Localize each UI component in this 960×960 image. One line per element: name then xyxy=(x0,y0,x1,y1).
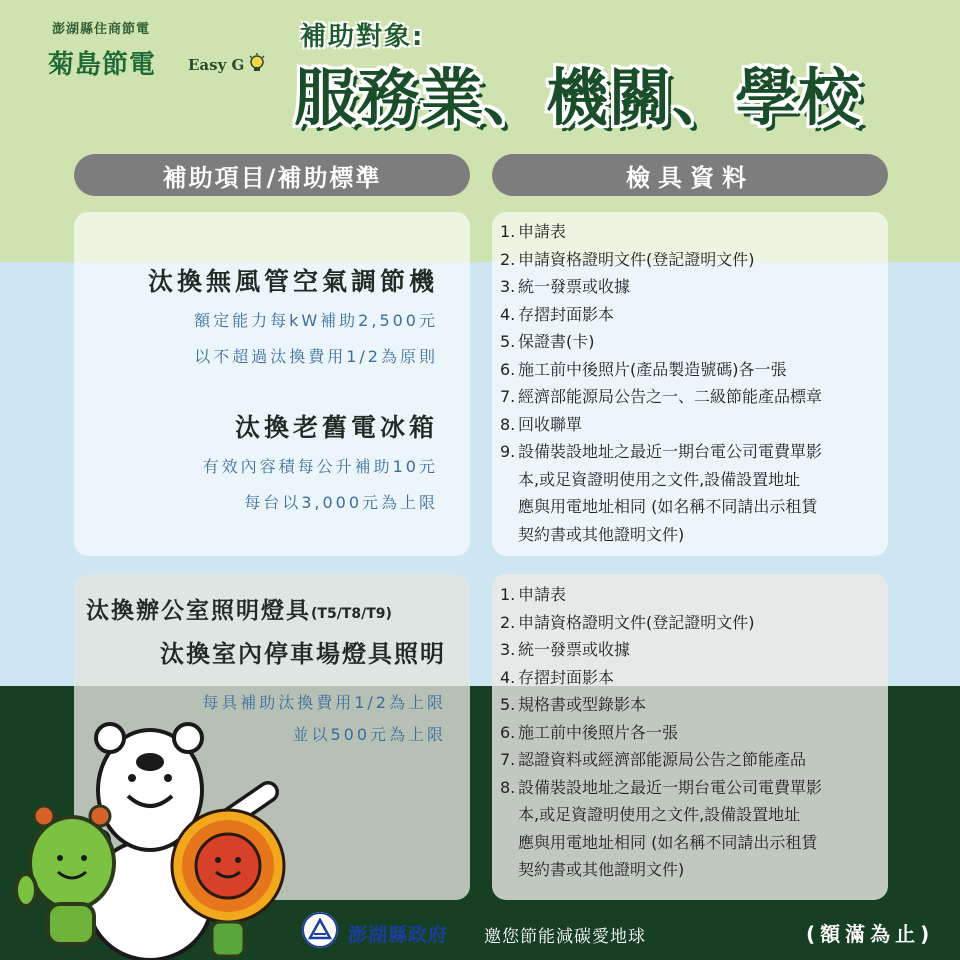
item-office-lighting-title: 汰換辦公室照明燈具(T5/T8/T9) xyxy=(86,598,392,624)
list-item-continuation: 本,或足資證明使用之文件,設備設置地址 xyxy=(518,805,801,824)
list-item: 6. 施工前中後照片各一張 xyxy=(500,722,679,742)
documents-list-2 xyxy=(500,581,822,884)
column-header-documents: 檢具資料 xyxy=(492,154,888,196)
list-item: 7. 認證資料或經濟部能源局公告之節能產品 xyxy=(500,750,807,769)
list-item: 3. 統一發票或收據 xyxy=(500,640,631,659)
target-label: 補助對象: xyxy=(300,22,425,52)
brand-logo: 菊島節電 xyxy=(48,50,157,80)
list-item-continuation: 契約書或其他證明文件) xyxy=(518,524,685,544)
list-item-continuation: 契約書或其他證明文件) xyxy=(518,860,685,879)
item-fridge-limit: 每台以3,000元為上限 xyxy=(244,493,438,512)
brand-subtitle: 澎湖縣住商節電 xyxy=(52,22,151,37)
list-item: 7. 經濟部能源局公告之一、二級節能產品標章 xyxy=(500,387,823,406)
list-item: 5. 保證書(卡) xyxy=(500,332,595,351)
item-fridge-title: 汰換老舊電冰箱 xyxy=(234,413,438,442)
documents-list-1 xyxy=(500,218,822,548)
footer-slogan: 邀您節能減碳愛地球 xyxy=(484,927,646,947)
gov-emblem-icon xyxy=(302,912,338,948)
quota-note: (額滿為止) xyxy=(806,922,935,946)
list-item: 6. 施工前中後照片(產品製造號碼)各一張 xyxy=(500,359,787,379)
list-item: 2. 申請資格證明文件(登記證明文件) xyxy=(500,612,755,632)
item-ac-title: 汰換無風管空氣調節機 xyxy=(147,267,438,296)
list-item: 4. 存摺封面影本 xyxy=(500,304,615,324)
list-item: 2. 申請資格證明文件(登記證明文件) xyxy=(500,249,755,269)
item-ac-rate: 額定能力每kW補助2,500元 xyxy=(194,311,438,330)
mascot-illustration xyxy=(0,700,300,960)
item-fridge-rate: 有效內容積每公升補助10元 xyxy=(202,457,438,476)
item-parking-lighting-title: 汰換室內停車場燈具照明 xyxy=(160,640,446,668)
item-lighting-limit: 並以500元為上限 xyxy=(292,725,446,744)
item-ac-limit: 以不超過汰換費用1/2為原則 xyxy=(194,347,438,366)
target-heading: 服務業、機關、學校 xyxy=(294,61,862,134)
gov-name: 澎湖縣政府 xyxy=(348,924,449,946)
list-item-continuation: 本,或足資證明使用之文件,設備設置地址 xyxy=(518,469,801,489)
column-header-subsidy: 補助項目/補助標準 xyxy=(74,154,470,196)
list-item: 8. 回收聯單 xyxy=(500,414,583,434)
list-item: 3. 統一發票或收據 xyxy=(500,277,631,296)
list-item-continuation: 應與用電地址相同 (如名稱不同請出示租賃 xyxy=(518,497,818,516)
list-item-continuation: 應與用電地址相同 (如名稱不同請出示租賃 xyxy=(518,832,818,852)
list-item: 8. 設備裝設地址之最近一期台電公司電費單影 xyxy=(500,777,823,797)
bulb-icon xyxy=(247,53,267,73)
list-item: 1. 申請表 xyxy=(500,585,567,604)
list-item: 9. 設備裝設地址之最近一期台電公司電費單影 xyxy=(500,442,823,461)
list-item: 5. 規格書或型錄影本 xyxy=(500,695,647,714)
item-lighting-rate: 每具補助汰換費用1/2為上限 xyxy=(202,693,446,712)
list-item: 1. 申請表 xyxy=(500,222,567,241)
brand-easy-go: Easy G xyxy=(188,56,245,74)
list-item: 4. 存摺封面影本 xyxy=(500,667,615,687)
